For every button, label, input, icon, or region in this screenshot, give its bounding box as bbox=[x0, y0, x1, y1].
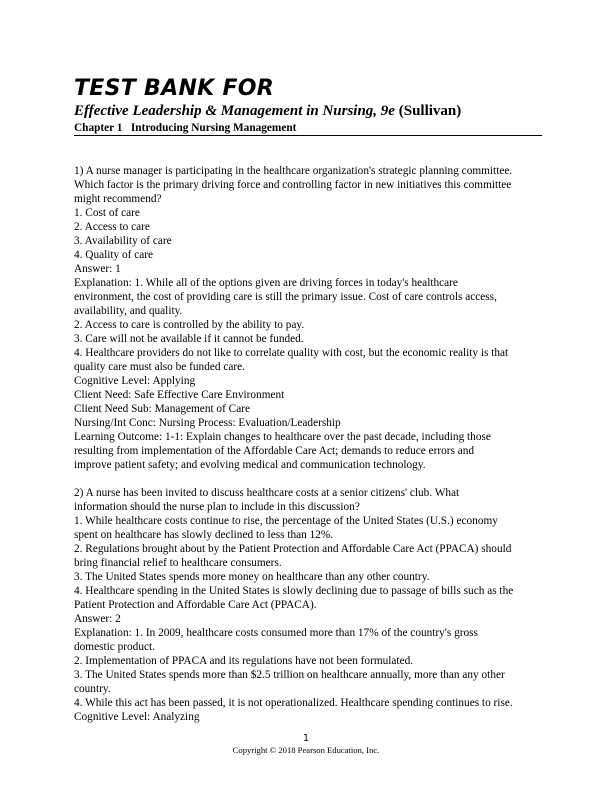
text-line: 4. Quality of care bbox=[74, 249, 154, 261]
text-line: Explanation: 1. In 2009, healthcare costs consumed more than 17% of the country's gross bbox=[74, 627, 478, 639]
text-line: 1. Cost of care bbox=[74, 207, 140, 219]
text-line: domestic product. bbox=[74, 641, 155, 653]
text-line: Client Need: Safe Effective Care Environment bbox=[74, 389, 285, 401]
chapter-heading: Chapter 1 Introducing Nursing Management bbox=[74, 122, 297, 134]
text-line: 1) A nurse manager is participating in the healthcare organization's strategic planning committee. bbox=[74, 165, 513, 177]
text-line: 1. While healthcare costs continue to rise, the percentage of the United States (U.S.) economy bbox=[74, 515, 498, 527]
text-line: Cognitive Level: Applying bbox=[74, 375, 196, 387]
blank-line bbox=[74, 472, 546, 486]
text-line: 4. Healthcare spending in the United States is slowly declining due to passage of bills such as the bbox=[74, 585, 514, 597]
text-line: 2. Regulations brought about by the Patient Protection and Affordable Care Act (PPACA) should bbox=[74, 543, 512, 555]
text-line: 4. Healthcare providers do not like to correlate quality with cost, but the economic reality is that bbox=[74, 347, 509, 359]
text-line: country. bbox=[74, 683, 111, 695]
text-line: 2. Access to care bbox=[74, 221, 150, 233]
text-line: 3. Availability of care bbox=[74, 235, 172, 247]
text-line: might recommend? bbox=[74, 193, 162, 205]
text-line: information should the nurse plan to include in this discussion? bbox=[74, 501, 360, 513]
text-line: 2. Implementation of PPACA and its regulations have not been formulated. bbox=[74, 655, 414, 667]
page-number: 1 bbox=[302, 733, 310, 744]
text-line: 2) A nurse has been invited to discuss healthcare costs at a senior citizens' club. What bbox=[74, 487, 460, 499]
text-line: Nursing/Int Conc: Nursing Process: Evaluation/Leadership bbox=[74, 417, 341, 429]
book-title: Effective Leadership & Management in Nursing, 9e bbox=[74, 103, 395, 119]
text-line: 4. While this act has been passed, it is not operationalized. Healthcare spending continues to rise. bbox=[74, 697, 513, 709]
text-line: spent on healthcare has slowly declined to less than 12%. bbox=[74, 529, 334, 541]
text-line: 3. The United States spends more than $2.5 trillion on healthcare annually, more than any other bbox=[74, 669, 505, 681]
text-line: bring financial relief to healthcare consumers. bbox=[74, 557, 282, 569]
copyright-notice: Copyright © 2018 Pearson Education, Inc. bbox=[232, 745, 380, 755]
book-title-line bbox=[74, 102, 461, 120]
text-line: availability, and quality. bbox=[74, 305, 183, 317]
text-line: Explanation: 1. While all of the options given are driving forces in today's healthcare bbox=[74, 277, 458, 289]
text-line: 3. The United States spends more money on healthcare than any other country. bbox=[74, 571, 430, 583]
text-line: environment, the cost of providing care is still the primary issue. Cost of care controls access, bbox=[74, 291, 497, 303]
text-line: resulting from implementation of the Affordable Care Act; demands to reduce errors and bbox=[74, 445, 475, 457]
text-line: quality care must also be funded care. bbox=[74, 361, 245, 373]
text-line: 3. Care will not be available if it cannot be funded. bbox=[74, 333, 304, 345]
text-line: Answer: 1 bbox=[74, 263, 121, 275]
text-line: Which factor is the primary driving force and controlling factor in new initiatives this committee bbox=[74, 179, 512, 191]
question-body bbox=[74, 164, 546, 724]
text-line: Client Need Sub: Management of Care bbox=[74, 403, 250, 415]
author: (Sullivan) bbox=[398, 103, 462, 119]
text-line: improve patient safety; and evolving medical and communication technology. bbox=[74, 459, 426, 471]
header-divider bbox=[74, 135, 542, 136]
text-line: Patient Protection and Affordable Care Act (PPACA). bbox=[74, 599, 317, 611]
text-line: Cognitive Level: Analyzing bbox=[74, 711, 200, 723]
text-line: Answer: 2 bbox=[74, 613, 121, 625]
text-line: Learning Outcome: 1-1: Explain changes to healthcare over the past decade, including those bbox=[74, 431, 491, 443]
text-line: 2. Access to care is controlled by the ability to pay. bbox=[74, 319, 305, 331]
test-bank-banner: TEST BANK FOR bbox=[74, 76, 275, 101]
